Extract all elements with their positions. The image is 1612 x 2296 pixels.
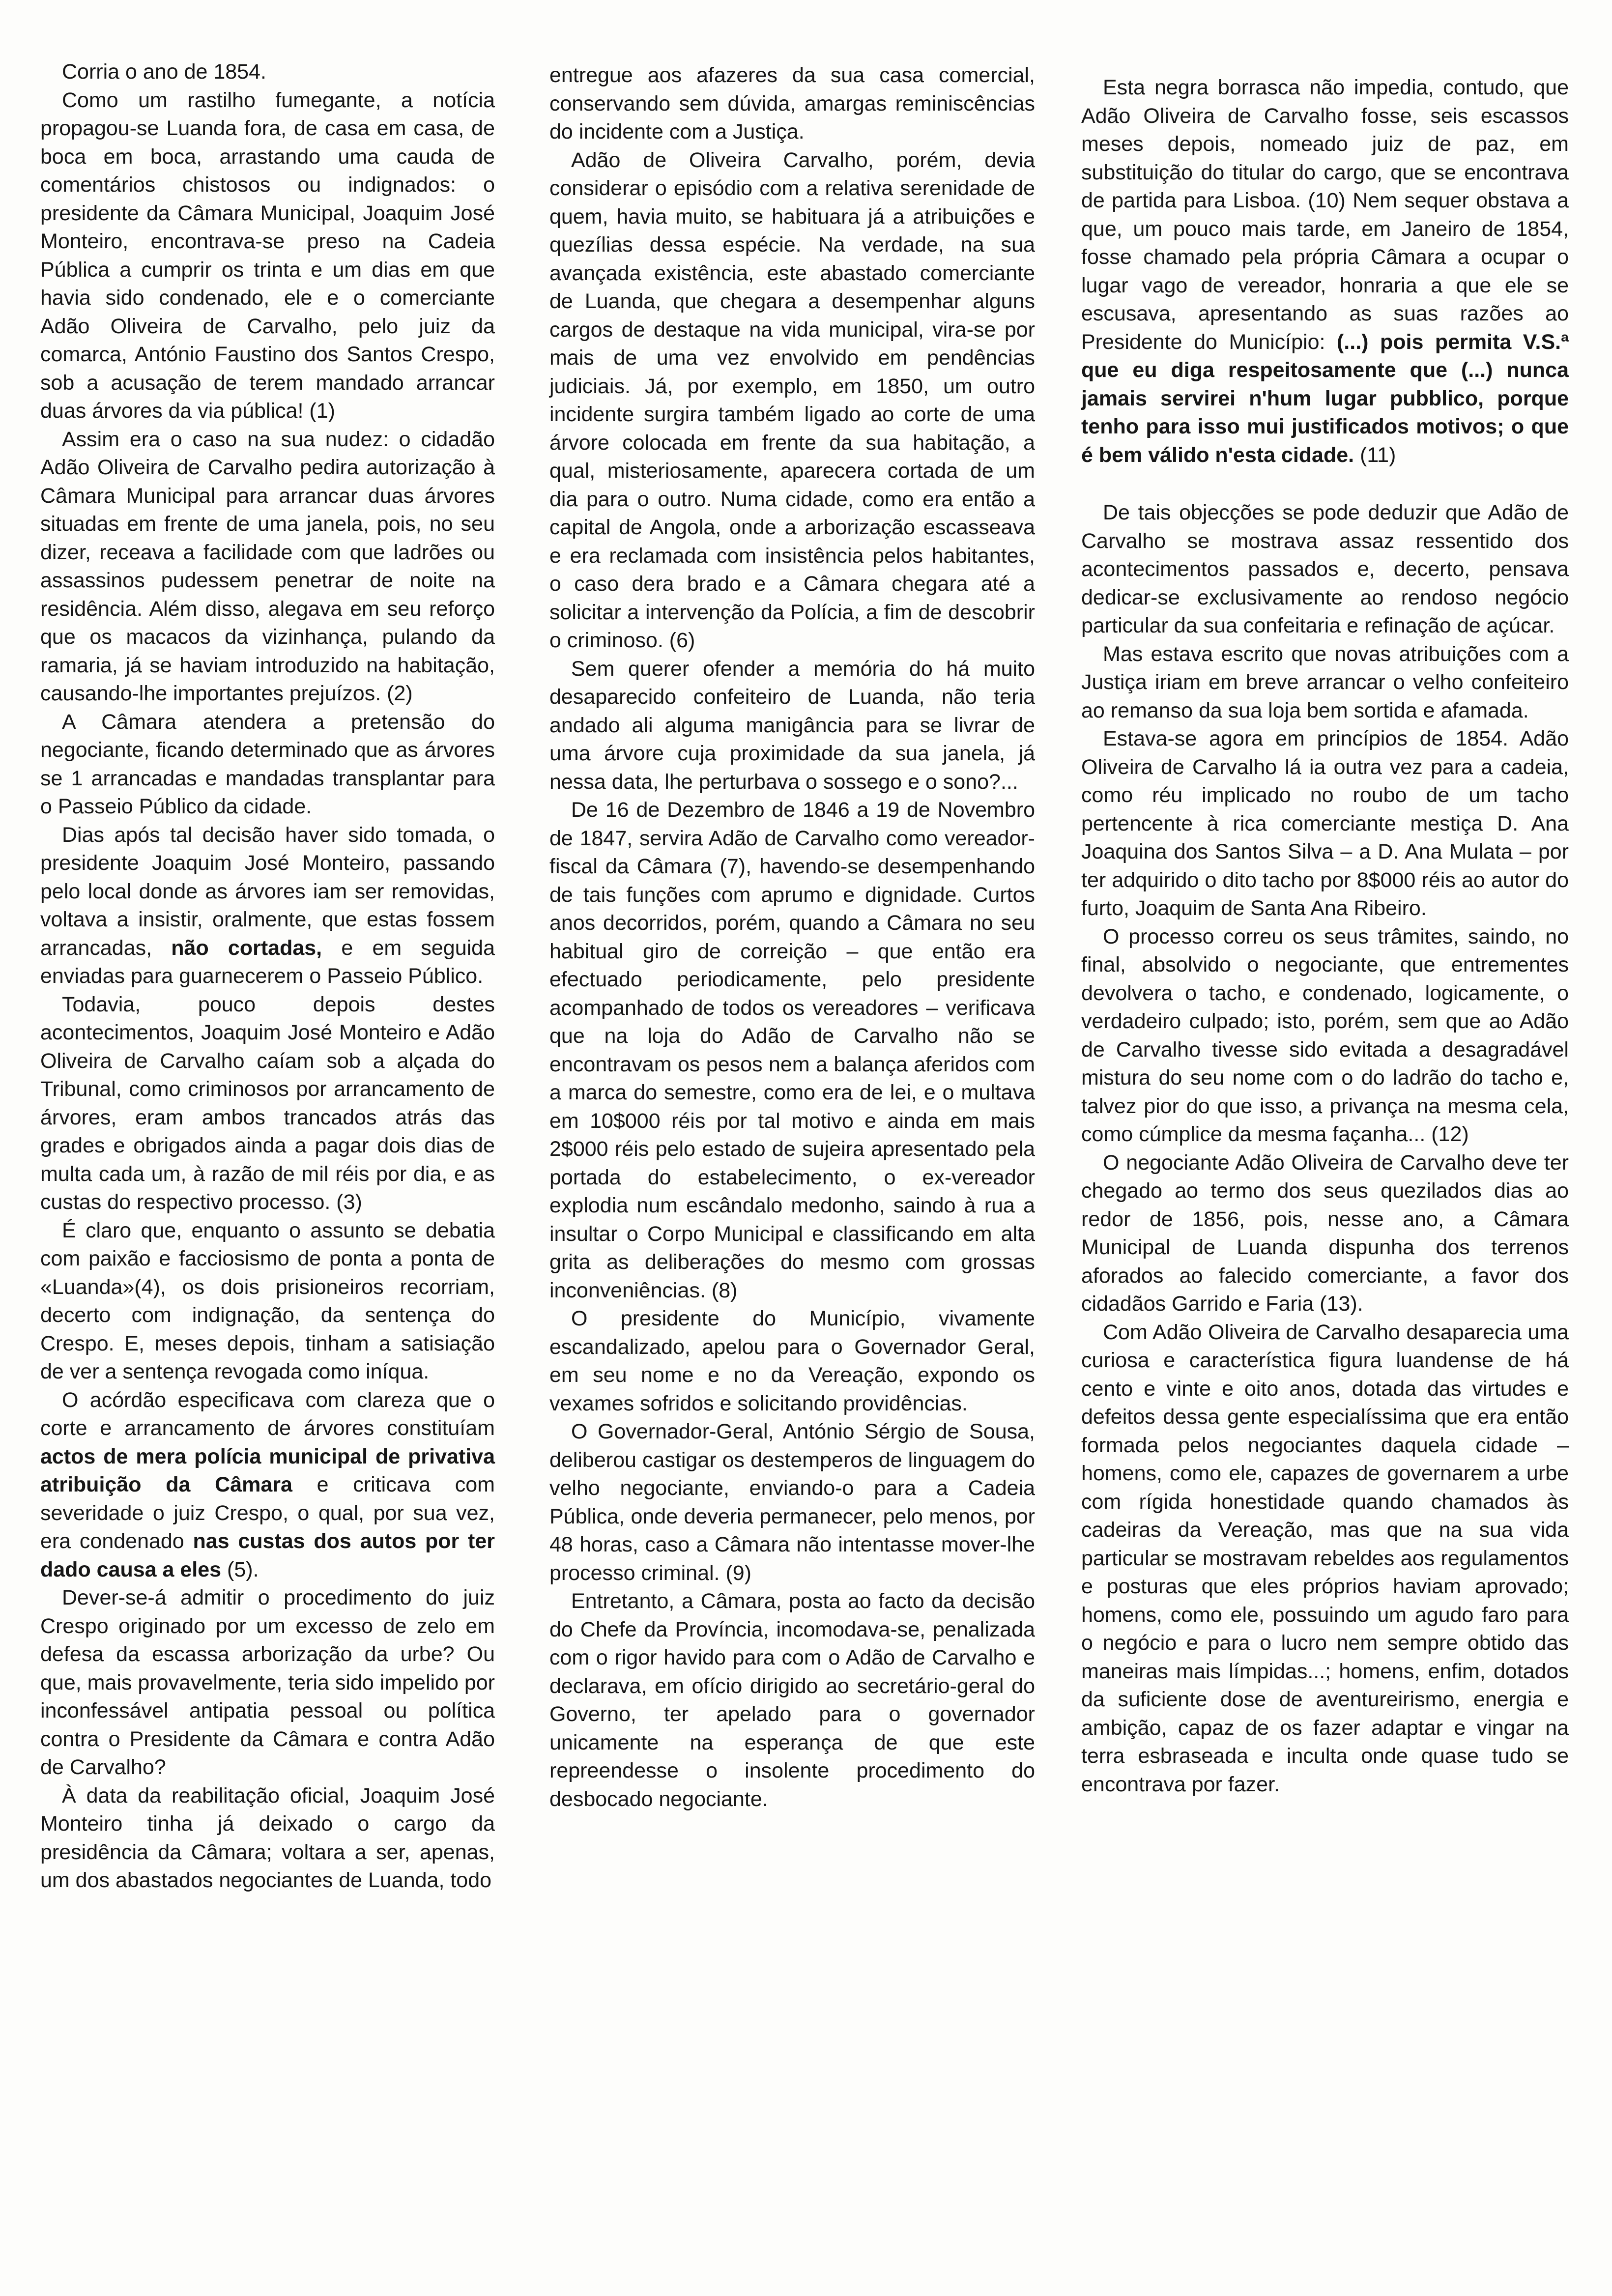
paragraph [40,1386,495,1584]
paragraph: O processo correu os seus trâmites, saindo, no final, absolvido o negociante, que entrementes devolvera o tacho, e condenado, logicamente, o verdadeiro culpado; isto, porém, sem que ao Adão de Carvalho tivesse sido evitada a desagradável mistura do seu nome com o do ladrão do tacho e, talvez pior do que isso, a privança na mesma cela, como cúmplice da mesma façanha... (12) [1081,924,1569,1146]
paragraph: É claro que, enquanto o assunto se debatia com paixão e facciosismo de ponta a ponta de «Luanda»(4), os dois prisioneiros recorriam, decerto com indignação, da sentença do Crespo. E, meses depois, tinham a satisiação de ver a sentença revogada como iníqua. [40,1218,495,1383]
bold-quote: (...) pois permita V.S.ª que eu diga respeitosamente que (...) nunca jamais servirei n'hum lugar pubblico, porque tenho para isso mui justificados motivos; o que é bem válido n'esta cidade. [1081,330,1569,467]
paragraph: Todavia, pouco depois destes acontecimentos, Joaquim José Monteiro e Adão Oliveira de Carvalho caíam sob a alçada do Tribunal, como criminosos por arrancamento de árvores, eram ambos trancados atrás das grades e obrigados ainda a pagar dois dias de multa cada um, à razão de mil réis por dia, e as custas do respectivo processo. (3) [40,992,495,1214]
paragraph: Estava-se agora em princípios de 1854. Adão Oliveira de Carvalho lá ia outra vez para a cadeia, como réu implicado no roubo de um tacho pertencente à rica comerciante mestiça D. Ana Joaquina dos Santos Silva – a D. Ana Mulata – por ter adquirido o dito tacho por 8$000 réis ao autor do furto, Joaquim de Santa Ana Ribeiro. [1081,727,1569,920]
paragraph: Corria o ano de 1854. [62,60,266,84]
text-run: (5). [227,1557,259,1581]
paragraph: De 16 de Dezembro de 1846 a 19 de Novembro de 1847, servira Adão de Carvalho como vereador-fiscal da Câmara (7), havendo-se desempenhando de tais funções com aprumo e dignidade. Curtos anos decorridos, porém, quando a Câmara no seu habitual giro de correição – que então era efectuado periodicamente, pelo presidente acompanhado de todos os vereadores – verificava que na loja do Adão de Carvalho não se encontravam os pesos nem a balança aferidos com a marca do semestre, como era de lei, e o multava em 10$000 réis por tal motivo e ainda em mais 2$000 réis pelo estado de sujeira apresentado pela portada do estabelecimento, o ex-vereador explodia num escândalo medonho, saindo à rua a insultar o Corpo Municipal e classificando em alta grita as deliberações do mesmo com grossas inconveniências. (8) [549,798,1035,1302]
column-3 [1081,74,1569,1799]
paragraph: Mas estava escrito que novas atribuições com a Justiça iriam em breve arrancar o velho confeiteiro ao remanso da sua loja bem sortida e afamada. [1081,642,1569,722]
paragraph: Assim era o caso na sua nudez: o cidadão Adão Oliveira de Carvalho pedira autorização à Câmara Municipal para arrancar duas árvores situadas em frente de uma janela, pois, no seu dizer, receava a facilidade com que ladrões ou assassinos pudessem penetrar de noite na residência. Além disso, alegava em seu reforço que os macacos da vizinhança, pulando da ramaria, já se haviam introduzido na habitação, causando-lhe importantes prejuízos. (2) [40,427,495,705]
paragraph: Como um rastilho fumegante, a notícia propagou-se Luanda fora, de casa em casa, de boca em boca, arrastando uma cauda de comentários chistosos ou indignados: o presidente da Câmara Municipal, Joaquim José Monteiro, encontrava-se preso na Cadeia Pública a cumprir os trinta e um dias em que havia sido condenado, ele e o comerciante Adão Oliveira de Carvalho, pelo juiz da comarca, António Faustino dos Santos Crespo, sob a acusação de terem mandado arrancar duas árvores da via pública! (1) [40,88,495,423]
text-run: O acórdão especificava com clareza que o corte e arrancamento de árvores constituíam [40,1388,495,1440]
bold-run: não cortadas, [171,936,322,960]
text-run: (11) [1360,443,1396,467]
paragraph: O negociante Adão Oliveira de Carvalho deve ter chegado ao termo dos seus quezilados dias ao redor de 1856, pois, nesse ano, a Câmara Municipal de Luanda dispunha dos terrenos aforados ao falecido comerciante, a favor dos cidadãos Garrido e Faria (13). [1081,1150,1569,1316]
text-run: Dias após tal decisão haver sido tomada, o presidente Joaquim José Monteiro, passando pelo local donde as árvores iam ser removidas, voltava a insistir, oralmente, que estas fossem arrancadas, [40,823,495,960]
column-1 [40,58,495,1895]
paragraph [1081,74,1569,469]
bold-run: nas custas dos autos por ter dado causa a eles [40,1529,495,1581]
paragraph: O Governador-Geral, António Sérgio de Sousa, deliberou castigar os destemperos de linguagem do velho negociante, enviando-o para a Cadeia Pública, onde deveria permanecer, pelo menos, por 48 horas, caso a Câmara não intentasse mover-lhe processo criminal. (9) [549,1420,1035,1585]
paragraph: Sem querer ofender a memória do há muito desaparecido confeiteiro de Luanda, não teria andado ali alguma manigância para se livrar de uma árvore cuja proximidade da sua janela, já nessa data, lhe perturbava o sossego e o sono?... [549,657,1035,794]
paragraph: O presidente do Município, vivamente escandalizado, apelou para o Governador Geral, em seu nome e no da Vereação, expondo os vexames sofridos e solicitando providências. [549,1307,1035,1415]
paragraph [40,821,495,991]
text-run: Esta negra borrasca não impedia, contudo, que Adão Oliveira de Carvalho fosse, seis escassos meses depois, nomeado juiz de paz, em substituição do titular do cargo, que se encontrava de partida para Lisboa. (10) Nem sequer obstava a que, um pouco mais tarde, em Janeiro de 1854, fosse chamado pela própria Câmara a ocupar o lugar vago de vereador, honraria a que ele se escusava, apresentando as suas razões ao Presidente do Município: [1081,76,1569,354]
paragraph: Dever-se-á admitir o procedimento do juiz Crespo originado por um excesso de zelo em defesa da escassa arborização da urbe? Ou que, mais provavelmente, teria sido impelido por inconfessável antipatia pessoal ou política contra o Presidente da Câmara e contra Adão de Carvalho? [40,1586,495,1779]
paragraph: De tais objecções se pode deduzir que Adão de Carvalho se mostrava assaz ressentido dos acontecimentos passados e, decerto, pensava dedicar-se exclusivamente ao rendoso negócio particular da sua confeitaria e refinação de açúcar. [1081,501,1569,637]
paragraph: Adão de Oliveira Carvalho, porém, devia considerar o episódio com a relativa serenidade de quem, havia muito, se habituara já a atribuições e quezílias dessa espécie. Na verdade, na sua avançada existência, este abastado comerciante de Luanda, que chegara a desempenhar alguns cargos de destaque na vida municipal, vira-se por mais de uma vez envolvido em pendências judiciais. Já, por exemplo, em 1850, um outro incidente surgira também ligado ao corte de uma árvore colocada em frente da sua habitação, a qual, misteriosamente, aparecera cortada de um dia para o outro. Numa cidade, como era então a capital de Angola, onde a arborização escasseava e era reclamada com insistência pelos habitantes, o caso dera brado e a Câmara chegara até a solicitar a intervenção da Polícia, a fim de descobrir o criminoso. (6) [549,148,1035,652]
paragraph: entregue aos afazeres da sua casa comercial, conservando sem dúvida, amargas reminiscências do incidente com a Justiça. [549,63,1035,144]
bold-run: actos de mera polícia municipal de privativa atribuição da Câmara [40,1444,495,1496]
column-2 [549,61,1035,1813]
paragraph: À data da reabilitação oficial, Joaquim José Monteiro tinha já deixado o cargo da presidência da Câmara; voltara a ser, apenas, um dos abastados negociantes de Luanda, todo [40,1783,495,1892]
text-run: e em seguida enviadas para guarnecerem o Passeio Público. [40,936,495,988]
paragraph: A Câmara atendera a pretensão do negociante, ficando determinado que as árvores se 1 arrancadas e mandadas transplantar para o Passeio Público da cidade. [40,710,495,818]
text-run: e criticava com severidade o juiz Crespo, o qual, por sua vez, era condenado [40,1473,495,1553]
paragraph: Entretanto, a Câmara, posta ao facto da decisão do Chefe da Província, incomodava-se, penalizada com o rigor havido para com o Adão de Carvalho e declarava, em ofício dirigido ao secretário-geral do Governo, ter apelado para o governador unicamente na esperança de que este repreendesse o insolente procedimento do desbocado negociante. [549,1589,1035,1811]
paragraph: Com Adão Oliveira de Carvalho desaparecia uma curiosa e característica figura luandense de há cento e vinte e oito anos, dotada das virtudes e defeitos dessa gente especialíssima que era então formada pelos negociantes daquela cidade – homens, como ele, capazes de governarem a urbe com rígida honestidade quando chamados às cadeiras da Vereação, mas que na sua vida particular se mostravam rebeldes aos regulamentos e posturas que eles próprios haviam aprovado; homens, como ele, possuindo um agudo faro para o negócio e para o lucro nem sempre obtido das maneiras mais límpidas...; homens, enfim, dotados da suficiente dose de aventureirismo, energia e ambição, capaz de os fazer adaptar e vingar na terra esbraseada e inculta onde quase tudo se encontrava por fazer. [1081,1320,1569,1796]
